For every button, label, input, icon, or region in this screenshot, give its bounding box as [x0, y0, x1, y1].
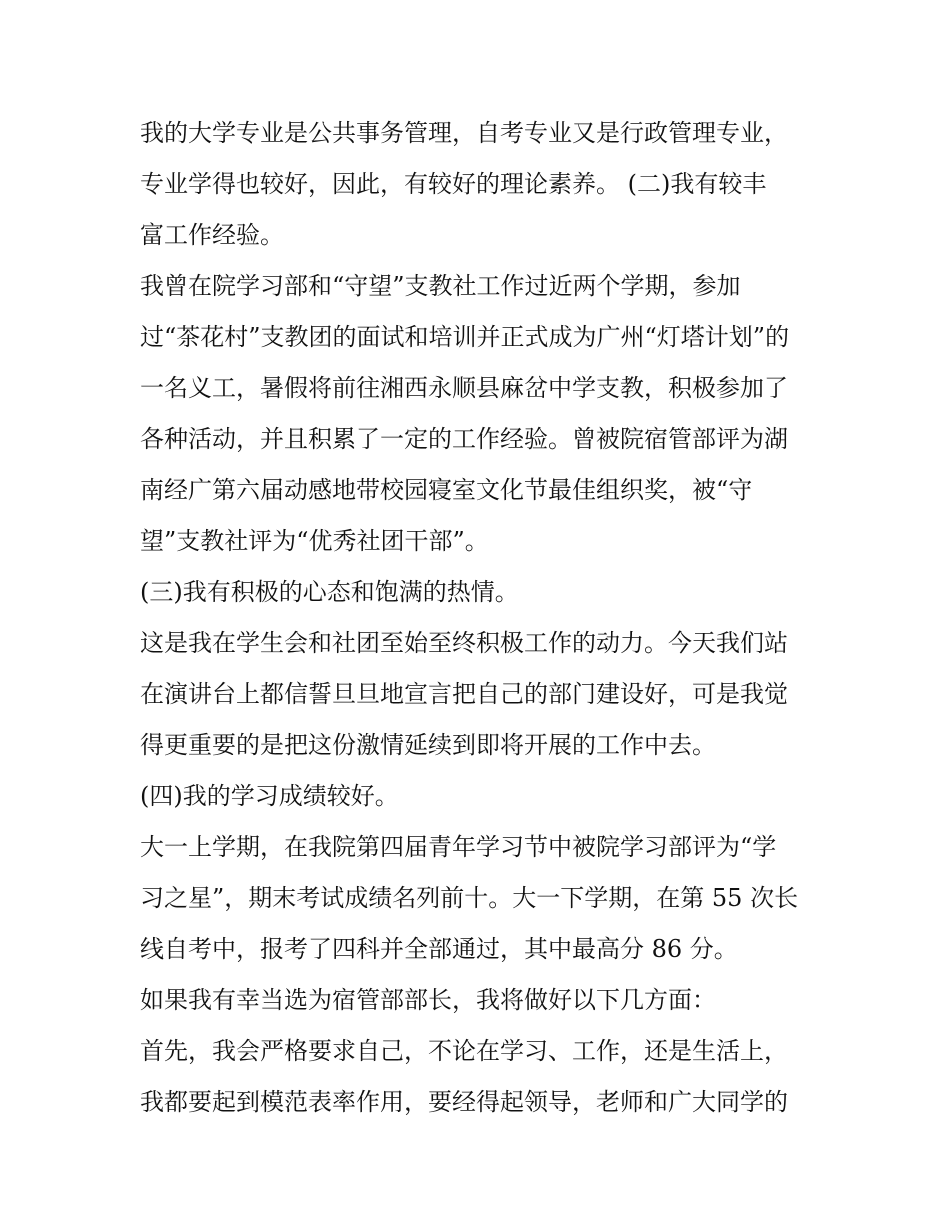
text-line: 得更重要的是把这份激情延续到即将开展的工作中去。 — [140, 731, 716, 759]
section-heading: (三)我有积极的心态和饱满的热情。 — [140, 578, 519, 606]
text-line: 如果我有幸当选为宿管部部长，我将做好以下几方面： — [140, 986, 716, 1014]
text-line: 南经广第六届动感地带校园寝室文化节最佳组织奖，被“守 — [140, 476, 753, 504]
text-line: 首先，我会严格要求自己，不论在学习、工作，还是生活上， — [140, 1037, 788, 1065]
text-line: 富工作经验。 — [140, 221, 284, 249]
text-line: 我的大学专业是公共事务管理，自考专业又是行政管理专业， — [140, 119, 788, 147]
text-line: 各种活动，并且积累了一定的工作经验。曾被院宿管部评为湖 — [140, 425, 788, 453]
text-line: 过“茶花村”支教团的面试和培训并正式成为广州“灯塔计划”的 — [140, 323, 790, 351]
section-heading: (四)我的学习成绩较好。 — [140, 782, 399, 810]
text-line: 我曾在院学习部和“守望”支教社工作过近两个学期，参加 — [140, 272, 741, 300]
text-line: 在演讲台上都信誓旦旦地宣言把自己的部门建设好，可是我觉 — [140, 680, 788, 708]
text-line: 一名义工，暑假将前往湘西永顺县麻岔中学支教，积极参加了 — [140, 374, 788, 402]
body-text — [140, 108, 820, 1128]
text-line: 习之星”，期末考试成绩名列前十。大一下学期，在第 55 次长 — [140, 884, 799, 912]
text-line: 望”支教社评为“优秀社团干部”。 — [140, 527, 489, 555]
text-line: 线自考中，报考了四科并全部通过，其中最高分 86 分。 — [140, 935, 738, 963]
text-line: 大一上学期，在我院第四届青年学习节中被院学习部评为“学 — [140, 833, 777, 861]
text-line: 专业学得也较好，因此，有较好的理论素养。 (二)我有较丰 — [140, 170, 767, 198]
text-line: 我都要起到模范表率作用，要经得起领导，老师和广大同学的 — [140, 1088, 788, 1116]
text-line: 这是我在学生会和社团至始至终积极工作的动力。今天我们站 — [140, 629, 788, 657]
